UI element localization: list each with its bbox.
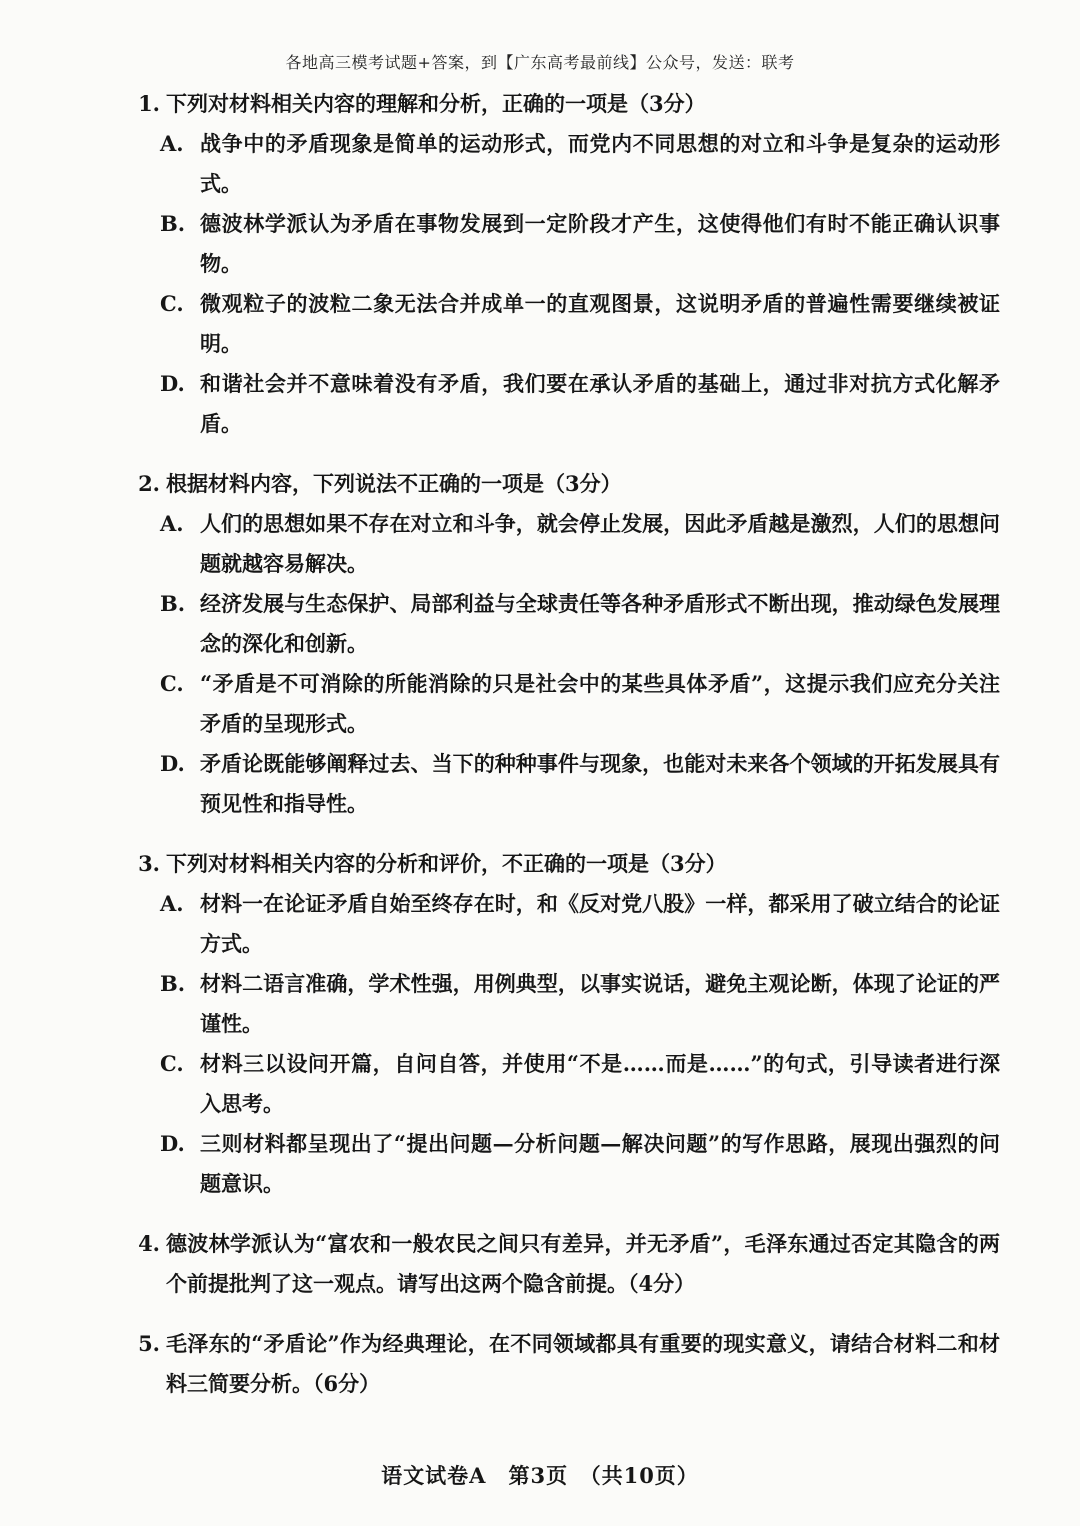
question-4 bbox=[120, 1224, 1000, 1304]
option-label: A. bbox=[160, 131, 184, 156]
question-text: 下列对材料相关内容的分析和评价，不正确的一项是（3分） bbox=[166, 851, 727, 876]
question-5 bbox=[120, 1324, 1000, 1404]
option-text: 微观粒子的波粒二象无法合并成单一的直观图景，这说明矛盾的普遍性需要继续被证明。 bbox=[200, 291, 1000, 356]
option-label: C. bbox=[160, 291, 184, 316]
option-label: A. bbox=[160, 891, 184, 916]
option-text: 战争中的矛盾现象是简单的运动形式，而党内不同思想的对立和斗争是复杂的运动形式。 bbox=[200, 131, 1000, 196]
option-text: 三则材料都呈现出了“提出问题—分析问题—解决问题”的写作思路，展现出强烈的问题意识。 bbox=[200, 1131, 1000, 1196]
option-text: 材料一在论证矛盾自始至终存在时，和《反对党八股》一样，都采用了破立结合的论证方式。 bbox=[200, 891, 1000, 956]
question-text: 根据材料内容，下列说法不正确的一项是（3分） bbox=[166, 471, 622, 496]
option-text: “矛盾是不可消除的所能消除的只是社会中的某些具体矛盾”，这提示我们应充分关注矛盾的呈现形式。 bbox=[200, 671, 1000, 736]
question-number: 2. bbox=[138, 471, 160, 496]
option-c bbox=[160, 284, 1000, 364]
option-text: 德波林学派认为矛盾在事物发展到一定阶段才产生，这使得他们有时不能正确认识事物。 bbox=[200, 211, 1000, 276]
question-list bbox=[120, 84, 1000, 1424]
question-text: 德波林学派认为“富农和一般农民之间只有差异，并无矛盾”，毛泽东通过否定其隐含的两个前提批判了这一观点。请写出这两个隐含前提。（4分） bbox=[166, 1231, 1000, 1296]
question-number: 5. bbox=[138, 1331, 160, 1356]
option-label: C. bbox=[160, 671, 184, 696]
question-stem bbox=[120, 1224, 1000, 1304]
option-b bbox=[160, 964, 1000, 1044]
option-a bbox=[160, 504, 1000, 584]
page-footer: 语文试卷A 第3页 （共10页） bbox=[381, 1463, 699, 1488]
question-stem bbox=[120, 84, 1000, 124]
option-c bbox=[160, 664, 1000, 744]
option-label: C. bbox=[160, 1051, 184, 1076]
option-c bbox=[160, 1044, 1000, 1124]
question-number: 1. bbox=[138, 91, 160, 116]
option-text: 经济发展与生态保护、局部利益与全球责任等各种矛盾形式不断出现，推动绿色发展理念的深化和创新。 bbox=[200, 591, 1000, 656]
option-text: 材料三以设问开篇，自问自答，并使用“不是……而是……”的句式，引导读者进行深入思考。 bbox=[200, 1051, 1000, 1116]
option-b bbox=[160, 204, 1000, 284]
option-label: D. bbox=[160, 371, 185, 396]
option-d bbox=[160, 1124, 1000, 1204]
option-text: 材料二语言准确，学术性强，用例典型，以事实说话，避免主观论断，体现了论证的严谨性。 bbox=[200, 971, 1000, 1036]
question-stem bbox=[120, 844, 1000, 884]
option-b bbox=[160, 584, 1000, 664]
option-a bbox=[160, 884, 1000, 964]
question-stem bbox=[120, 1324, 1000, 1404]
option-label: A. bbox=[160, 511, 184, 536]
question-3 bbox=[120, 844, 1000, 1204]
option-label: B. bbox=[160, 971, 186, 996]
option-label: B. bbox=[160, 591, 186, 616]
question-text: 下列对材料相关内容的理解和分析，正确的一项是（3分） bbox=[166, 91, 706, 116]
question-2 bbox=[120, 464, 1000, 824]
question-1 bbox=[120, 84, 1000, 444]
option-label: D. bbox=[160, 1131, 185, 1156]
option-text: 矛盾论既能够阐释过去、当下的种种事件与现象，也能对未来各个领域的开拓发展具有预见性和指导性。 bbox=[200, 751, 1000, 816]
question-number: 4. bbox=[138, 1231, 160, 1256]
question-text: 毛泽东的“矛盾论”作为经典理论，在不同领域都具有重要的现实意义，请结合材料二和材料三简要分析。（6分） bbox=[166, 1331, 1000, 1396]
option-text: 人们的思想如果不存在对立和斗争，就会停止发展，因此矛盾越是激烈，人们的思想问题就越容易解决。 bbox=[200, 511, 1000, 576]
option-label: D. bbox=[160, 751, 185, 776]
option-label: B. bbox=[160, 211, 186, 236]
page-header: 各地高三模考试题+答案，到【广东高考最前线】公众号，发送：联考 bbox=[285, 53, 795, 72]
option-d bbox=[160, 364, 1000, 444]
option-text: 和谐社会并不意味着没有矛盾，我们要在承认矛盾的基础上，通过非对抗方式化解矛盾。 bbox=[200, 371, 1000, 436]
question-number: 3. bbox=[138, 851, 160, 876]
question-stem bbox=[120, 464, 1000, 504]
option-d bbox=[160, 744, 1000, 824]
option-a bbox=[160, 124, 1000, 204]
